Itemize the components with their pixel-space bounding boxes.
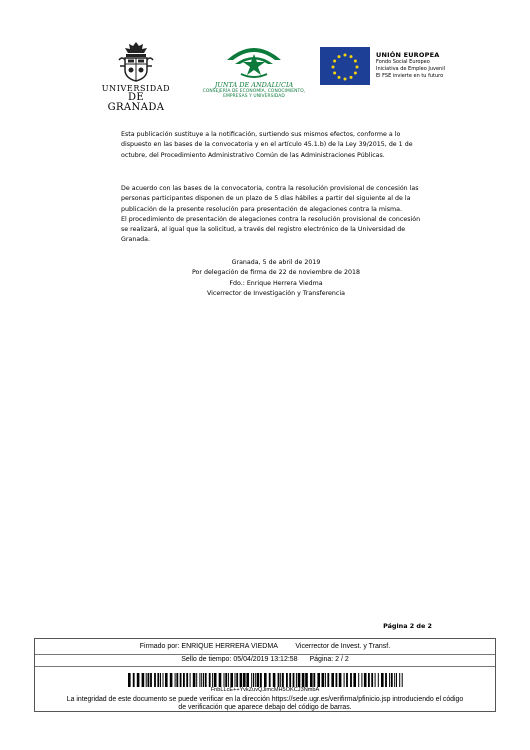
barcode-area bbox=[35, 666, 495, 713]
eu-subtitle-2: Iniciativa de Empleo Juvenil bbox=[376, 66, 445, 72]
sig-page: Página: 2 / 2 bbox=[309, 656, 349, 663]
universidad-granada-logo bbox=[98, 40, 174, 113]
integrity-notice bbox=[35, 696, 495, 713]
eu-title: UNIÓN EUROPEA bbox=[376, 51, 440, 59]
junta-name: JUNTA DE ANDALUCIA bbox=[214, 81, 294, 89]
eu-subtitle-3: El FSE invierte en tu futuro bbox=[376, 73, 444, 79]
integrity-line: La integridad de este documento se puede verificar en la dirección https://sede.ugr.es/verifirma/pfinicio.jsp introduciendo el código bbox=[66, 696, 464, 703]
paragraph-line: publicación de la presente resolución para presentación de alegaciones contra la misma. bbox=[121, 205, 402, 213]
paragraph-line: De acuerdo con las bases de la convocatoria, contra la resolución provisional de concesión las bbox=[121, 185, 419, 192]
signed-by: Firmado por: ENRIQUE HERRERA VIEDMA bbox=[139, 643, 278, 650]
paragraph-line: El procedimiento de presentación de alegaciones contra la resolución provisional de concesión bbox=[121, 215, 421, 223]
signature-position: Vicerrector de Investigación y Transferencia bbox=[206, 290, 345, 298]
paragraph-line: Granada. bbox=[121, 236, 151, 244]
signature-delegation: Por delegación de firma de 22 de noviembre de 2018 bbox=[191, 269, 361, 277]
junta-subtitle-1: CONSEJERÍA DE ECONOMÍA, CONOCIMIENTO, bbox=[202, 89, 306, 94]
publication-notice-paragraph bbox=[121, 130, 431, 161]
union-europea-logo bbox=[320, 47, 450, 89]
junta-andalucia-logo bbox=[200, 40, 308, 110]
electronic-signature-box bbox=[34, 638, 496, 712]
coat-of-arms-icon bbox=[117, 40, 155, 82]
page-number: Página 2 de 2 bbox=[383, 622, 432, 630]
signer-role: Vicerrector de Invest. y Transf. bbox=[295, 643, 391, 650]
ugr-name-line1: UNIVERSIDAD bbox=[101, 84, 171, 93]
eu-flag-icon bbox=[320, 47, 370, 85]
paragraph-line: Esta publicación sustituye a la notificación, surtiendo sus mismos efectos, conforme a lo bbox=[121, 131, 401, 138]
barcode-icon bbox=[128, 673, 404, 687]
signed-by-row bbox=[35, 639, 495, 655]
signature-signer: Fdo.: Enrique Herrera Viedma bbox=[229, 279, 323, 287]
junta-emblem-icon bbox=[219, 40, 289, 80]
ugr-name-line2: DE GRANADA bbox=[107, 92, 165, 113]
signature-block bbox=[121, 258, 431, 300]
verification-code: FnbLLcE++YvkZuvQJimcMH5OKCJ3NmbA bbox=[210, 687, 320, 693]
allegations-paragraph bbox=[121, 184, 431, 246]
paragraph-line: octubre, del Procedimiento Administrativo Común de las Administraciones Públicas. bbox=[121, 151, 385, 159]
paragraph-line: se realizará, al igual que la solicitud, a través del registro electrónico de la Universidad de bbox=[121, 226, 406, 234]
paragraph-line: dispuesto en las bases de la convocatoria y en el artículo 45.1.b) de la Ley 39/2015, de 1 de bbox=[121, 141, 413, 149]
integrity-line: de verificación que aparece debajo del código de barras. bbox=[178, 704, 352, 712]
timestamp: Sello de tiempo: 05/04/2019 13:12:58 bbox=[181, 656, 298, 663]
eu-subtitle-1: Fondo Social Europeo bbox=[376, 59, 430, 65]
paragraph-line: personas participantes disponen de un plazo de 5 días hábiles a partir del siguiente al de la bbox=[121, 195, 411, 203]
signature-place-date: Granada, 5 de abril de 2019 bbox=[231, 259, 321, 266]
junta-subtitle-2: EMPRESAS Y UNIVERSIDAD bbox=[223, 94, 285, 99]
